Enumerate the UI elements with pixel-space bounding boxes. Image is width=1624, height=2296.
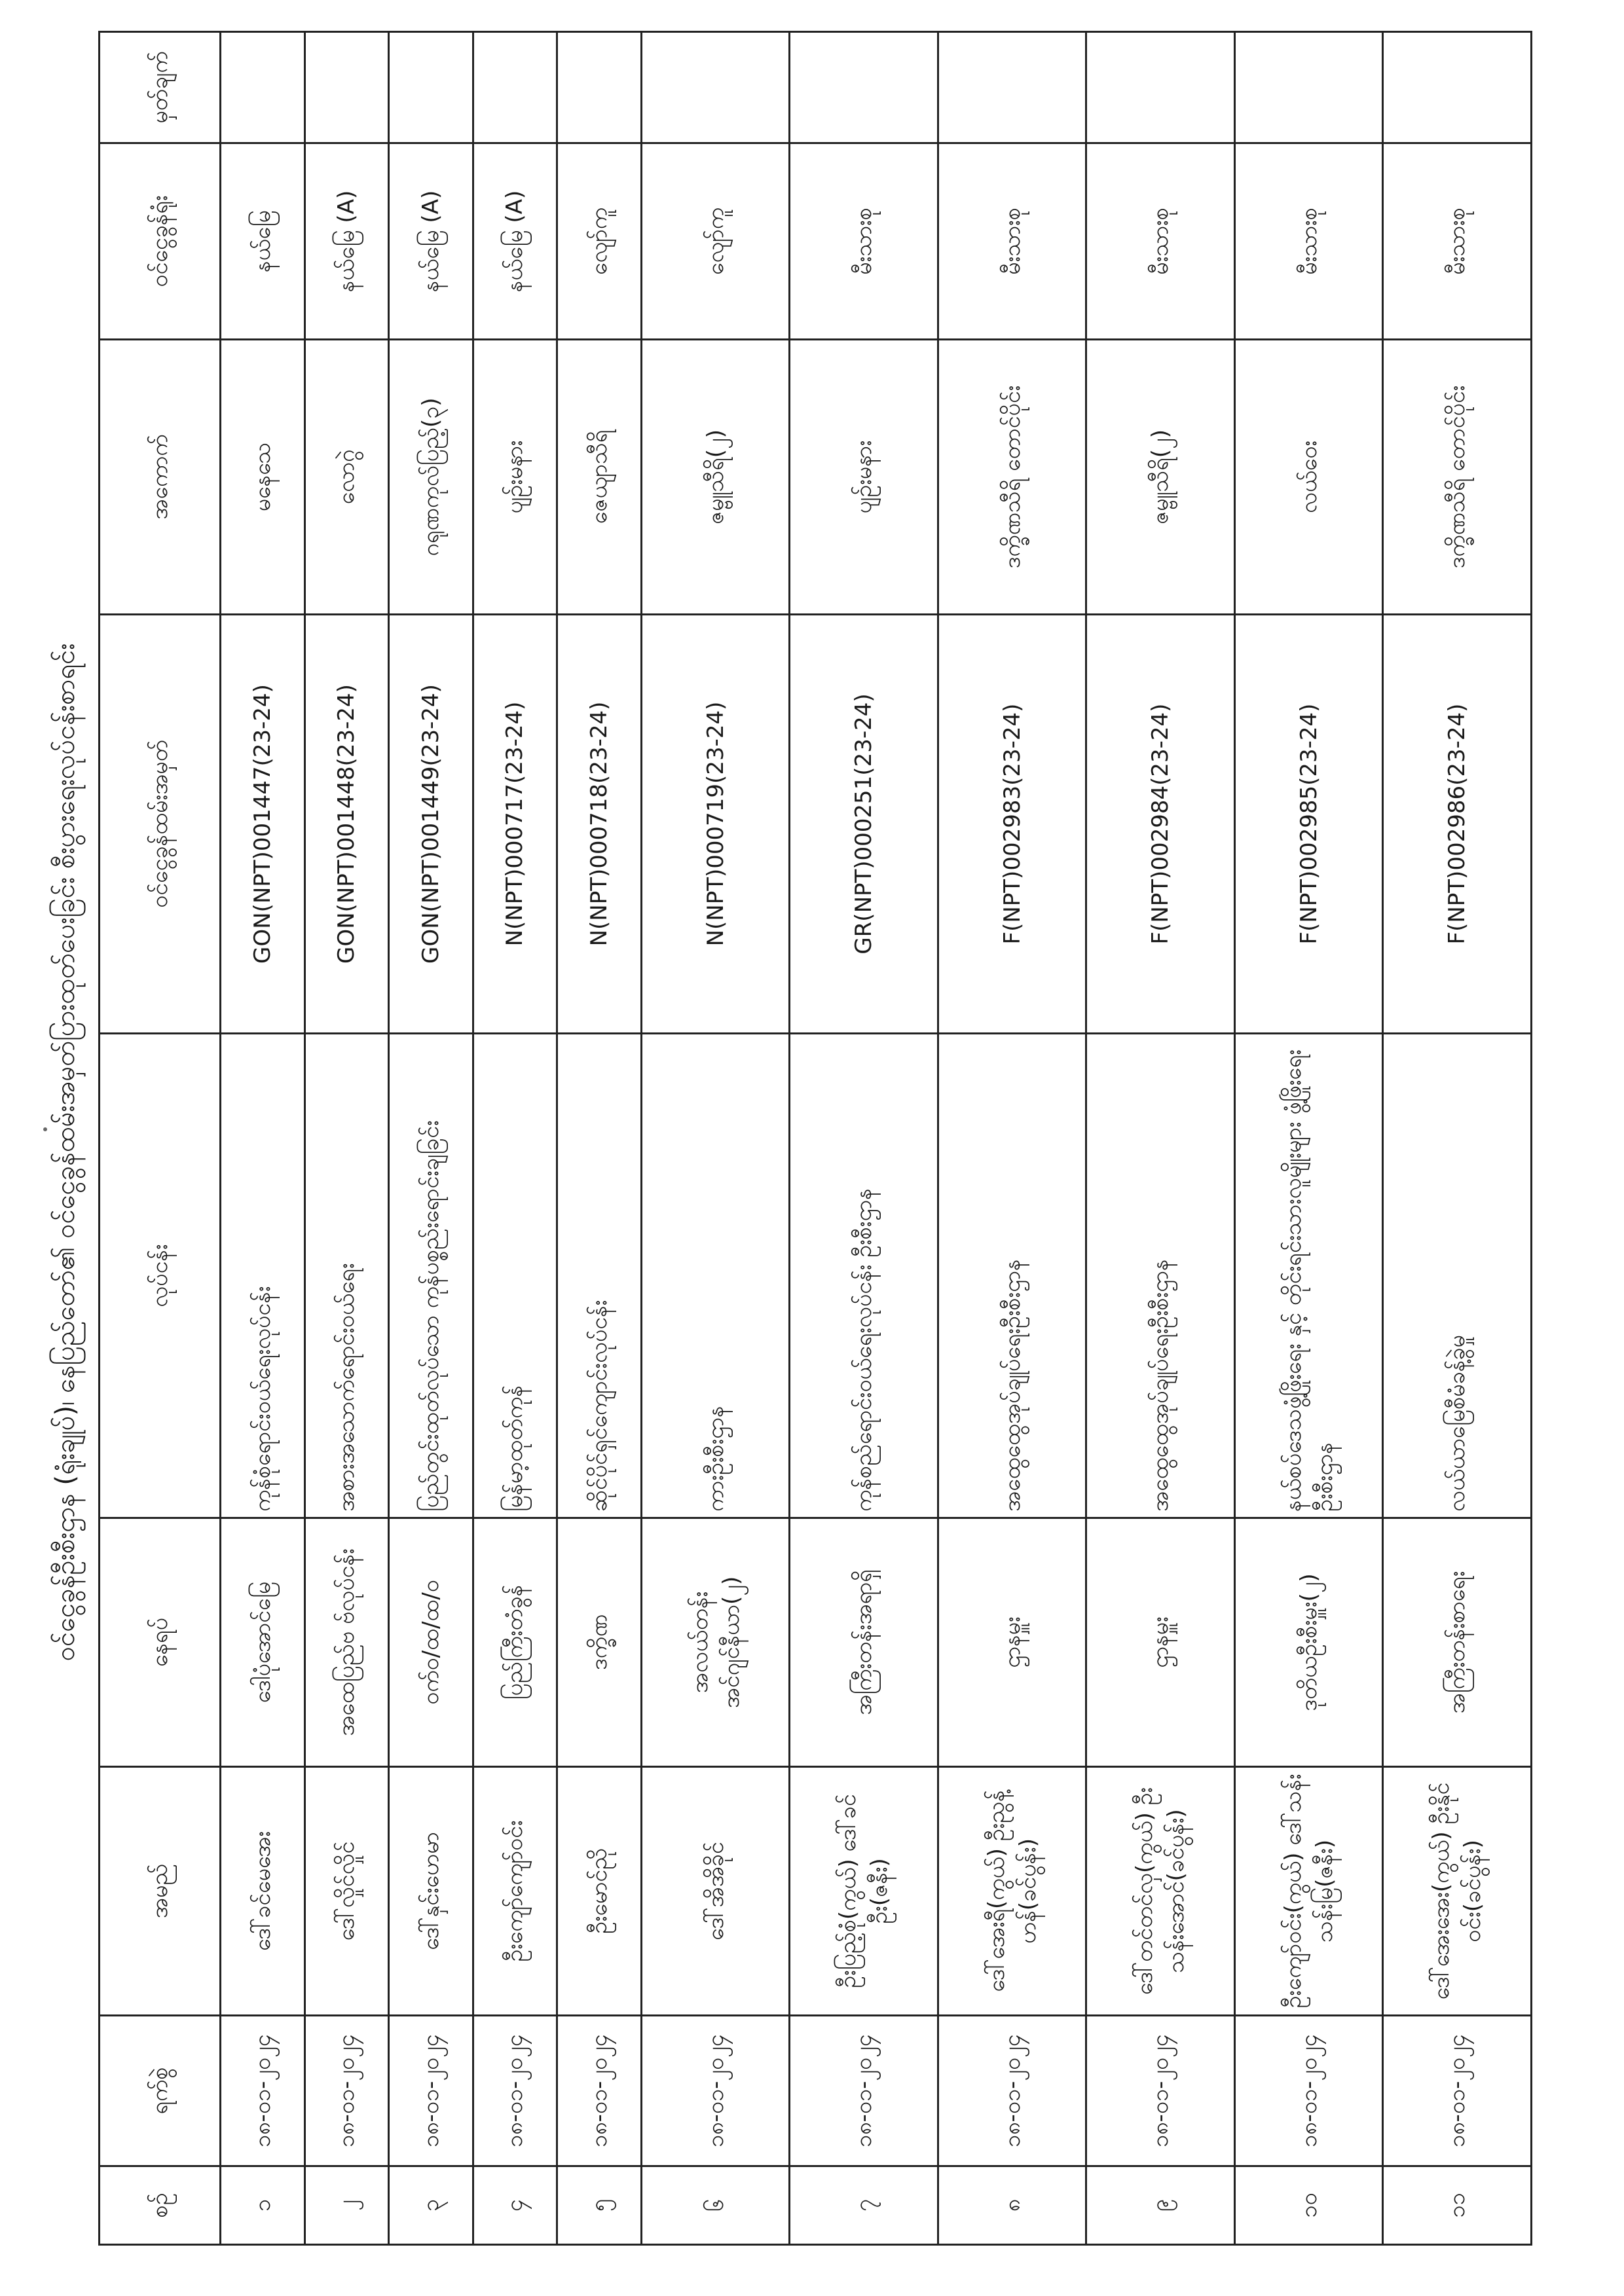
cell-tax-id: F(NPT)002983(23-24) bbox=[938, 615, 1086, 1034]
cell-no: ၈ bbox=[938, 2166, 1086, 2245]
cell-remark bbox=[304, 32, 389, 143]
cell-date: ၁၈-၀၁-၂၀၂၄ bbox=[1234, 2016, 1383, 2166]
col-header-business: လုပ်ငန်း bbox=[100, 1034, 221, 1518]
cell-tax-office: မီးသားစု bbox=[938, 143, 1086, 340]
cell-name: ဒေါ်အေးရီ(ကွယ်) ဦးညွန့်ဟန်(ခင်ပွန်း) bbox=[938, 1767, 1086, 2016]
cell-business: အစားအသောက်ရောင်းဝယ်ရေး bbox=[304, 1034, 389, 1518]
table-row bbox=[389, 32, 473, 2245]
table-row bbox=[1383, 32, 1532, 2245]
cell-remark bbox=[557, 32, 642, 143]
cell-address: ပြည်ကြီးတံခွန် bbox=[473, 1518, 557, 1767]
cell-tax-office: လျော်ကူ bbox=[557, 143, 642, 340]
cell-tax-office: မီးသားစု bbox=[1383, 143, 1532, 340]
cell-tax-id: GON(NPT)001448(23-24) bbox=[304, 615, 389, 1034]
cell-tax-office: မီးသားစု bbox=[790, 143, 938, 340]
cell-address: ဒေါပုံအောင်မြေ bbox=[221, 1518, 305, 1767]
cell-date: ၁၈-၀၁-၂၀၂၄ bbox=[221, 2016, 305, 2166]
table-row bbox=[938, 32, 1086, 2245]
cell-township: ဒက္ခိဏသီရိ တောင်ပိုင်း bbox=[938, 340, 1086, 615]
cell-name: ဦးပြည့်စုံ(ကွယ်) ဒေါ်ခင်ဦး(ဇနီး) bbox=[790, 1767, 938, 2016]
cell-tax-id: F(NPT)002986(23-24) bbox=[1383, 615, 1532, 1034]
cell-business: နယ်စပ်ဒေသဖွံ့ဖြိုးရေး နှင့် တိုင်းရင်းသားလူမျိုးများ ဖွံ့ဖြိုးရေးဦးစီးဌာန bbox=[1234, 1034, 1383, 1518]
cell-date: ၁၈-၀၁-၂၀၂၄ bbox=[1383, 2016, 1532, 2166]
col-header-name: အမည် bbox=[100, 1767, 221, 2016]
cell-tax-id: GR(NPT)000251(23-24) bbox=[790, 615, 938, 1034]
cell-no: ၂ bbox=[304, 2166, 389, 2245]
col-header-no: စဉ် bbox=[100, 2166, 221, 2245]
cell-business: လယ်ယာမြေစီမံခန့်ခွဲမှု bbox=[1383, 1034, 1532, 1518]
cell-address: အထေပြည်ဗ ဗ်လုပ်ငန်း bbox=[304, 1518, 389, 1767]
cell-remark bbox=[1086, 32, 1235, 143]
cell-address: ဌာနမှူး bbox=[938, 1518, 1086, 1767]
cell-tax-office: နယ်မြေ (A) bbox=[389, 143, 473, 340]
cell-township: လောဂွဲ bbox=[304, 340, 389, 615]
cell-date: ၁၈-၀၁-၂၀၂၄ bbox=[557, 2016, 642, 2166]
cell-remark bbox=[389, 32, 473, 143]
cell-tax-id: GON(NPT)001447(23-24) bbox=[221, 615, 305, 1034]
cell-business: မြန်မာ့ထုတ်ကုန် bbox=[473, 1034, 557, 1518]
cell-business: ဆိုင်ပိုင်ရှင်ကျောင်းလုပ်ငန်း bbox=[557, 1034, 642, 1518]
cell-township: ပျဉ်းမနား bbox=[473, 340, 557, 615]
cell-date: ၁၈-၀၁-၂၀၂၄ bbox=[938, 2016, 1086, 2166]
cell-no: ၅ bbox=[557, 2166, 642, 2245]
cell-address: ဒုတိယဦးစီးမှူး(၂) bbox=[1234, 1518, 1383, 1767]
cell-date: ၁၈-၀၁-၂၀၂၄ bbox=[389, 2016, 473, 2166]
cell-township: ဇမ္ဗူသီရိ(၂) bbox=[1086, 340, 1235, 615]
cell-remark bbox=[221, 32, 305, 143]
cell-address: ဝက်ဝ/ထ/ထ/ဝ bbox=[389, 1518, 473, 1767]
col-header-remark: မှတ်ချက် bbox=[100, 32, 221, 143]
cell-business: ပြည်တွင်းထုတ်လုပ်သော ကုန်ပစ္စည်းရောင်းချခြင်း bbox=[389, 1034, 473, 1518]
cell-name: ဒေါ်နှင်းဟေမာ bbox=[389, 1767, 473, 2016]
table-row bbox=[304, 32, 389, 2245]
cell-no: ၃ bbox=[389, 2166, 473, 2245]
cell-address: အကြီးတန်းအရာရှိ bbox=[790, 1518, 938, 1767]
cell-township: လယ်ဝေး bbox=[1234, 340, 1383, 615]
col-header-date: ရက်စွဲ bbox=[100, 2016, 221, 2166]
col-header-township: အကောက် bbox=[100, 340, 221, 615]
table-row bbox=[1234, 32, 1383, 2245]
cell-township: ဇေယျာသီရိ bbox=[557, 340, 642, 615]
cell-date: ၁၈-၀၁-၂၀၂၄ bbox=[304, 2016, 389, 2166]
cell-no: ၁ bbox=[221, 2166, 305, 2245]
cell-tax-id: F(NPT)002984(23-24) bbox=[1086, 615, 1235, 1034]
cell-tax-id: N(NPT)000719(23-24) bbox=[641, 615, 790, 1034]
cell-township: ပျဉ်းမနား bbox=[790, 340, 938, 615]
cell-tax-office: နယ်မြေ (A) bbox=[473, 143, 557, 340]
cell-no: ၁၁ bbox=[1383, 2166, 1532, 2245]
cell-tax-id: F(NPT)002985(23-24) bbox=[1234, 615, 1383, 1034]
cell-address: ဌာနမှူး bbox=[1086, 1518, 1235, 1767]
cell-name: ဒေါ်အိအိခိုင် bbox=[641, 1767, 790, 2016]
table-body bbox=[221, 32, 1532, 2245]
cell-tax-office: မီးသားစု bbox=[1086, 143, 1235, 340]
cell-township: ဒက္ခိဏသီရိ တောင်ပိုင်း bbox=[1383, 340, 1532, 615]
cell-remark bbox=[790, 32, 938, 143]
cell-tax-office: နယ်မြေ bbox=[221, 143, 305, 340]
col-header-tax-office: ဝင်ငွေခွန်ရုံး bbox=[100, 143, 221, 340]
cell-name: ဒေါ်အေးအေး(ကွယ်) ဦးနိုင်ဝင်း(ခင်ပွန်း) bbox=[1383, 1767, 1532, 2016]
cell-name: ဒေါ်ခင်မေအေး bbox=[221, 1767, 305, 2016]
cell-address: အကြီးတန်းစာရေး bbox=[1383, 1518, 1532, 1767]
cell-tax-id: N(NPT)000717(23-24) bbox=[473, 615, 557, 1034]
cell-date: ၁၈-၀၁-၂၀၂၄ bbox=[790, 2016, 938, 2166]
cell-no: ၁၀ bbox=[1234, 2166, 1383, 2245]
cell-business: ကုန်စည်ရောင်းဝယ်ရေးလုပ်ငန်း ဦးစီးဌာန bbox=[790, 1034, 938, 1518]
cell-township: မနေသေ bbox=[221, 340, 305, 615]
cell-remark bbox=[473, 32, 557, 143]
cell-address: ဒက္ခိဏ bbox=[557, 1518, 642, 1767]
table-row bbox=[641, 32, 790, 2245]
cell-remark bbox=[1383, 32, 1532, 143]
cell-date: ၁၈-၀၁-၂၀၂၄ bbox=[1086, 2016, 1235, 2166]
table-row bbox=[473, 32, 557, 2245]
cell-remark bbox=[641, 32, 790, 143]
table-row bbox=[221, 32, 305, 2245]
cell-business: ကုန်စုံရောင်းဝယ်ရေးလုပ်ငန်း bbox=[221, 1034, 305, 1518]
header-row bbox=[100, 32, 221, 2245]
cell-name: ဒေါ်တင်တင်လှ(ကွယ်) ဦးသန်းအောင်(ခင်ပွန်း) bbox=[1086, 1767, 1235, 2016]
cell-business: ကားဦးစီးဌာန bbox=[641, 1034, 790, 1518]
cell-no: ၆ bbox=[641, 2166, 790, 2245]
cell-tax-office: လျော်ကူ bbox=[641, 143, 790, 340]
rotated-content bbox=[39, 33, 1565, 2272]
table-row bbox=[790, 32, 938, 2245]
col-header-tax-id: ဝင်ငွေခွန်ထမ်းအမှတ် bbox=[100, 615, 221, 1034]
page-title: ဝင်ငွေခွန်ဦးစီးဌာန (ရုံးချုပ်)၊ နေပြည်တော်၏ ဝင်ငွေခွန်ထမ်းအမှတ်ပြားထုတ်ပေးခြင်း စီးပွားရေးလုပ်ငန်းစာရင်း bbox=[50, 643, 81, 1662]
cell-remark bbox=[1234, 32, 1383, 143]
cell-name: ဦးကျော်ကျော်ဝင်း bbox=[473, 1767, 557, 2016]
cell-tax-id: GON(NPT)001449(23-24) bbox=[389, 615, 473, 1034]
cell-business: အထွေထွေအုပ်ချုပ်ရေးဦးစီးဌာန bbox=[938, 1034, 1086, 1518]
cell-no: ၄ bbox=[473, 2166, 557, 2245]
cell-name: ဒေါ်လှိုင်လှိုင် bbox=[304, 1767, 389, 2016]
cell-no: ၉ bbox=[1086, 2166, 1235, 2245]
table-row bbox=[557, 32, 642, 2245]
cell-name: ဦးကျော်ဝင်း(ကွယ်) ဒေါ်သန်းသန်းမြ(ဇနီး) bbox=[1234, 1767, 1383, 2016]
cell-name: ဦးမောင်ညို bbox=[557, 1767, 642, 2016]
cell-address: အလယ်တန်း အင်ဂျင်နီယာ(၂) bbox=[641, 1518, 790, 1767]
cell-no: ၇ bbox=[790, 2166, 938, 2245]
cell-business: အထွေထွေအုပ်ချုပ်ရေးဦးစီးဌာန bbox=[1086, 1034, 1235, 1518]
col-header-address: နေရပ် bbox=[100, 1518, 221, 1767]
cell-remark bbox=[938, 32, 1086, 143]
cell-tax-office: မီးသားစု bbox=[1234, 143, 1383, 340]
cell-date: ၁၈-၀၁-၂၀၂၄ bbox=[641, 2016, 790, 2166]
cell-tax-office: နယ်မြေ (A) bbox=[304, 143, 389, 340]
cell-date: ၁၈-၀၁-၂၀၂၄ bbox=[473, 2016, 557, 2166]
cell-township: ဂရုဏကုလ်ပြည့်(၃) bbox=[389, 340, 473, 615]
cell-tax-id: N(NPT)000718(23-24) bbox=[557, 615, 642, 1034]
table-row bbox=[1086, 32, 1235, 2245]
records-table bbox=[98, 31, 1532, 2246]
cell-township: ဇမ္ဗူသီရိ(၂) bbox=[641, 340, 790, 615]
